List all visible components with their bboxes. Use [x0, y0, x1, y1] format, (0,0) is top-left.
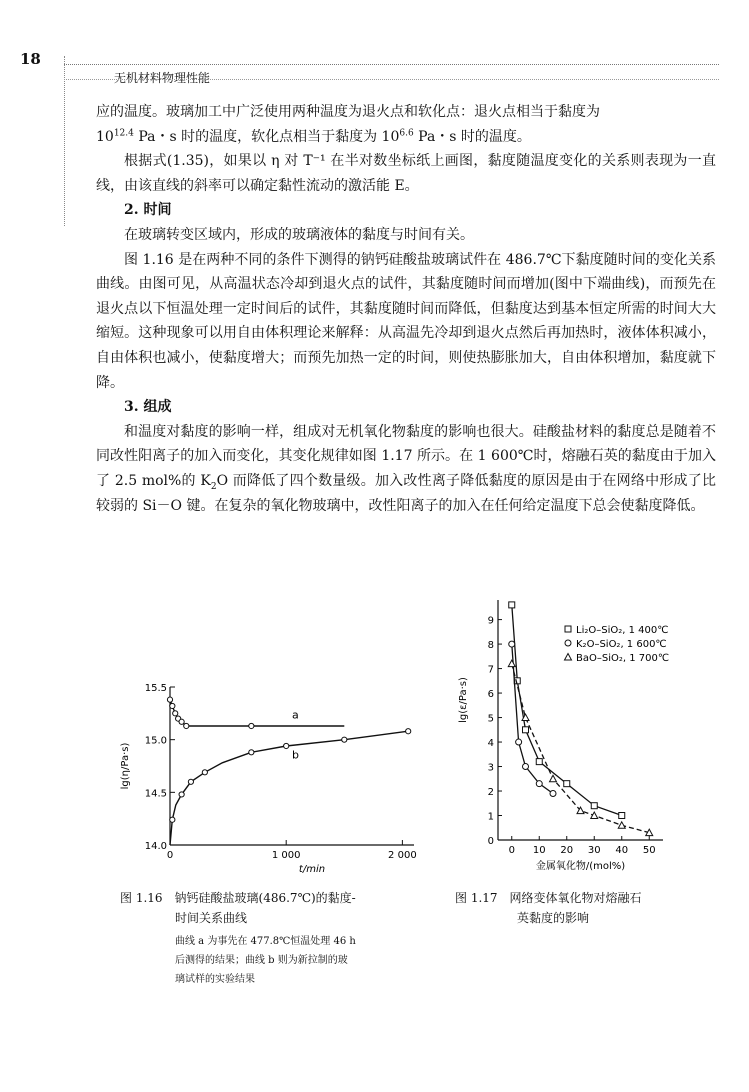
data-point-b: [284, 743, 289, 748]
figure-1-16-caption: [120, 888, 420, 928]
y-tick-label: 0: [487, 836, 494, 847]
data-point-b: [202, 770, 207, 775]
y-tick-label: 9: [487, 615, 494, 627]
figure-1-17-chart: [448, 590, 708, 875]
data-point-b: [179, 792, 184, 797]
exponent-base-1: 10: [96, 128, 114, 145]
header-rule: [64, 64, 719, 65]
data-point-circle: [516, 739, 522, 745]
data-point-triangle: [550, 775, 557, 782]
data-point-a: [170, 703, 175, 708]
figure-1-16-chart: [96, 665, 426, 890]
y-tick-label: 15.0: [144, 735, 167, 747]
data-point-square: [509, 602, 515, 608]
figure-1-17-caption-line-1: 图 1.17 网络变体氧化物对熔融石: [455, 891, 642, 905]
y-tick-label: 14.0: [144, 841, 167, 852]
x-tick-label: 20: [560, 845, 574, 856]
figure-1-16-note-line-3: 璃试样的实验结果: [175, 974, 255, 985]
data-point-square: [591, 803, 597, 809]
y-tick-label: 15.5: [144, 683, 167, 694]
paragraph-3: 在玻璃转变区域内，形成的玻璃液体的黏度与时间有关。: [124, 226, 474, 243]
x-tick-label: 1 000: [271, 850, 301, 861]
data-point-square: [564, 781, 570, 787]
series-label-b: b: [292, 748, 299, 762]
y-axis-label: lg(η/Pa·s): [120, 742, 131, 790]
data-point-circle: [523, 764, 529, 770]
y-tick-label: 3: [487, 762, 494, 774]
data-point-b: [249, 750, 254, 755]
figure-1-16-note-line-2: 后测得的结果；曲线 b 则为新拉制的玻: [175, 955, 348, 966]
x-tick-label: 10: [532, 845, 546, 856]
heading-time: 2. 时间: [124, 202, 172, 219]
data-point-b: [188, 779, 193, 784]
body-text: [96, 100, 716, 518]
series-a-line: [170, 700, 344, 726]
figure-1-16-caption-line-1: 图 1.16 钠钙硅酸盐玻璃(486.7℃)的黏度-: [120, 891, 356, 905]
data-point-b: [342, 737, 347, 742]
legend-marker-circle: [565, 640, 571, 646]
y-tick-label: 5: [487, 713, 494, 725]
figure-1-16-caption-line-2: 时间关系曲线: [175, 911, 248, 925]
exponent-2: 6.6: [399, 127, 414, 138]
legend-label-triangle: BaO–SiO₂, 1 700℃: [576, 653, 670, 664]
x-tick-label: 50: [642, 845, 656, 856]
data-point-circle: [509, 641, 515, 647]
paragraph-1-end: Pa・s 时的温度。: [413, 128, 531, 145]
running-head: 无机材料物理性能: [110, 69, 214, 86]
paragraph-1-line-b: Pa・s 时的温度，软化点相当于黏度为 10: [133, 128, 400, 145]
data-point-square: [619, 813, 625, 819]
paragraph-5: [96, 420, 716, 518]
x-tick-label: 0: [508, 845, 515, 856]
series-b-line: [170, 731, 408, 845]
paragraph-5-a: 和温度对黏度的影响一样，组成对无机氧化物黏度的影响也很大。硅酸盐材料的黏度总是随着不同改性阳离子的加入而变化，其变化规律如图 1.17 所示。在 1 600℃时，熔融石英的黏度由于加入了 2.5 mol%的 K: [96, 423, 716, 489]
x-tick-label: 2 000: [388, 850, 417, 861]
data-point-a: [173, 711, 178, 716]
paragraph-1: [96, 100, 716, 149]
figure-1-16-note-line-1: 曲线 a 为事先在 477.8℃恒温处理 46 h: [175, 936, 356, 947]
data-point-b: [170, 817, 175, 822]
data-point-circle: [550, 790, 556, 796]
y-tick-label: 2: [487, 787, 494, 799]
x-axis-label: 金属氧化物/(mol%): [535, 861, 626, 872]
x-tick-label: 40: [615, 845, 629, 856]
x-tick-label: 0: [166, 850, 174, 861]
figure-1-17-caption-line-2: 英黏度的影响: [517, 911, 590, 925]
paragraph-5-b: O 而降低了四个数量级。加入改性离子降低黏度的原因是由于在网络中形成了比较弱的 Si－O 键。在复杂的氧化物玻璃中，改性阳离子的加入在任何给定温度下总会使黏度降低。: [96, 472, 716, 514]
legend-label-circle: K₂O–SiO₂, 1 600℃: [576, 639, 667, 650]
margin-rule: [64, 56, 65, 226]
data-point-a: [249, 723, 254, 728]
y-tick-label: 1: [487, 811, 494, 823]
data-point-triangle: [618, 822, 625, 829]
paragraph-1-line-a: 应的温度。玻璃加工中广泛使用两种温度为退火点和软化点：退火点相当于黏度为: [96, 104, 600, 120]
paragraph-2: 根据式(1.35)，如果以 η 对 T⁻¹ 在半对数坐标纸上画图，黏度随温度变化的关系则表现为一直线，由该直线的斜率可以确定黏性流动的激活能 E。: [96, 153, 716, 194]
data-point-a: [179, 719, 184, 724]
figure-1-17-caption: [455, 888, 715, 928]
heading-composition: 3. 组成: [124, 399, 172, 416]
legend-marker-triangle: [565, 654, 572, 661]
y-axis-label: lg(ε/Pa·s): [458, 677, 469, 723]
paragraph-4: 图 1.16 是在两种不同的条件下测得的钠钙硅酸盐玻璃试件在 486.7℃下黏度随时间的变化关系曲线。由图可见，从高温状态冷却到退火点的试件，其黏度随时间而增加(图中下端曲线)，而预先在退火点以下恒温处理一定时间后的试件，其黏度随时间而降低，但黏度达到基本恒定所需的时间大大缩短。这种现象可以用自由体积理论来解释：从高温先冷却到退火点然后再加热时，液体体积减小，自由体积也减小，使黏度增大；而预先加热一定的时间，则使热膨胀加大，自由体积增加，黏度就下降。: [96, 251, 716, 391]
header-rule-lower: [64, 79, 719, 80]
data-point-square: [523, 727, 529, 733]
y-tick-label: 4: [487, 738, 494, 750]
legend-marker-square: [565, 626, 571, 632]
data-point-a: [167, 697, 172, 702]
exponent-1: 12.4: [113, 127, 134, 138]
data-point-b: [406, 729, 411, 734]
y-tick-label: 6: [487, 689, 494, 701]
data-point-triangle: [508, 660, 515, 667]
figure-1-16-note: [175, 932, 435, 989]
y-tick-label: 14.5: [144, 788, 167, 800]
series-label-a: a: [292, 708, 299, 722]
page-number: 18: [20, 50, 41, 68]
y-tick-label: 7: [487, 664, 494, 676]
data-point-square: [536, 759, 542, 765]
series-line-circle: [512, 644, 553, 793]
data-point-a: [184, 723, 189, 728]
x-axis-label: t/min: [298, 864, 326, 875]
data-point-circle: [536, 781, 542, 787]
legend-label-square: Li₂O–SiO₂, 1 400℃: [576, 625, 669, 636]
x-tick-label: 30: [587, 845, 601, 856]
k2o-subscript: 2: [210, 481, 217, 492]
y-tick-label: 8: [487, 640, 494, 652]
